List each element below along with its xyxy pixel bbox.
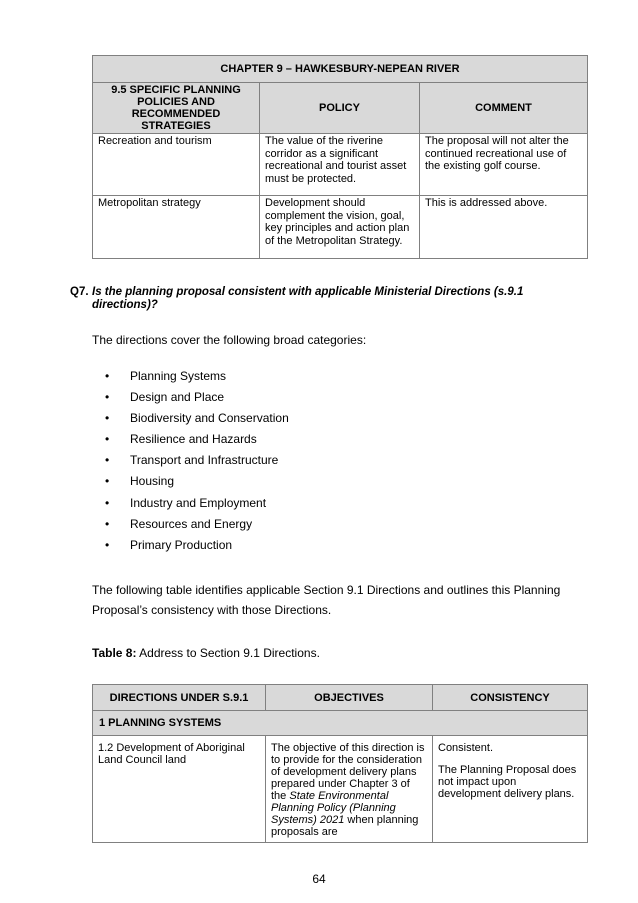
table-row	[93, 196, 588, 259]
header-policy: POLICY	[260, 83, 420, 134]
cell-direction: 1.2 Development of Aboriginal Land Council land	[93, 736, 266, 843]
cell-comment: The proposal will not alter the continued recreational use of the existing golf course.	[420, 134, 588, 196]
cell-objective: The objective of this direction is to provide for the consideration of development delivery plans prepared under Chapter 3 of the State Environmental Planning Policy (Planning Systems) 2021 when planning proposals are	[266, 736, 433, 843]
list-item: • Planning Systems	[105, 369, 227, 383]
table-8-caption	[92, 643, 320, 663]
question-text: Is the planning proposal consistent with applicable Ministerial Directions (s.9.1 directions)?	[92, 286, 524, 311]
intro-paragraph: The directions cover the following broad categories:	[92, 333, 367, 347]
page-number: 64	[312, 872, 326, 886]
bullet-icon: •	[105, 432, 110, 446]
cell-policy: Development should complement the vision, goal, key principles and action plan of the Metropolitan Strategy.	[260, 196, 420, 259]
list-item: • Resilience and Hazards	[105, 432, 257, 446]
table-row	[93, 134, 588, 196]
bullet-icon: •	[105, 369, 110, 383]
bullet-icon: •	[105, 538, 110, 552]
list-item: • Housing	[105, 474, 175, 488]
list-item: • Resources and Energy	[105, 517, 253, 531]
section-planning-systems: 1 PLANNING SYSTEMS	[93, 711, 588, 736]
cell-policy: The value of the riverine corridor as a significant recreational and tourist asset must be protected.	[260, 134, 420, 196]
table-row	[93, 736, 588, 843]
header-comment: COMMENT	[420, 83, 588, 134]
follow-paragraph: The following table identifies applicable Section 9.1 Directions and outlines this Planning Proposal’s consistency with those Directions.	[92, 583, 561, 617]
cell-consistency: Consistent. The Planning Proposal does not impact upon development delivery plans.	[433, 736, 588, 843]
list-item: • Design and Place	[105, 390, 225, 404]
list-item: • Transport and Infrastructure	[105, 453, 279, 467]
hawkesbury-policy-table	[92, 55, 588, 259]
header-objectives: OBJECTIVES	[266, 685, 433, 711]
bullet-icon: •	[105, 474, 110, 488]
list-item: • Industry and Employment	[105, 496, 267, 510]
caption-text: Address to Section 9.1 Directions.	[136, 646, 320, 660]
bullet-icon: •	[105, 453, 110, 467]
list-item: • Primary Production	[105, 538, 233, 552]
bullet-icon: •	[105, 496, 110, 510]
table-caption-cell: CHAPTER 9 – HAWKESBURY-NEPEAN RIVER	[93, 56, 588, 83]
bullet-icon: •	[105, 411, 110, 425]
question-number: Q7.	[70, 286, 89, 298]
header-planning-policies: 9.5 SPECIFIC PLANNING POLICIES AND RECOMMENDED STRATEGIES	[93, 83, 260, 134]
cell-strategy: Metropolitan strategy	[93, 196, 260, 259]
header-consistency: CONSISTENCY	[433, 685, 588, 711]
directions-table	[92, 684, 588, 843]
header-directions: DIRECTIONS UNDER S.9.1	[93, 685, 266, 711]
list-item: • Biodiversity and Conservation	[105, 411, 289, 425]
caption-label: Table 8:	[92, 646, 137, 660]
bullet-icon: •	[105, 517, 110, 531]
cell-strategy: Recreation and tourism	[93, 134, 260, 196]
cell-comment: This is addressed above.	[420, 196, 588, 259]
bullet-icon: •	[105, 390, 110, 404]
